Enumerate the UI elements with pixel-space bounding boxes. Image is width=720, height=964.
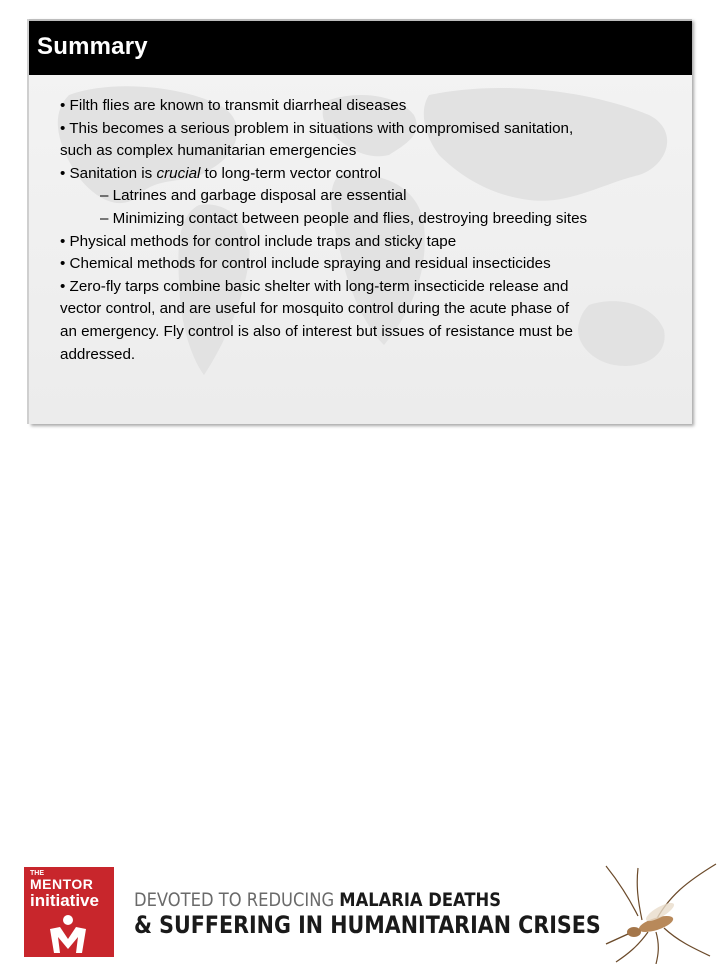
logo-the-text: THE (30, 870, 44, 877)
bullet-line: vector control, and are useful for mosquito control during the acute phase of (60, 300, 570, 318)
mosquito-icon (598, 856, 720, 964)
bullet-line: • Zero-fly tarps combine basic shelter with long-term insecticide release and (60, 277, 569, 295)
footer (0, 424, 720, 939)
bullet-line: • Filth flies are known to transmit diarrheal diseases (60, 97, 407, 114)
slide-title: Summary (37, 33, 148, 60)
bullet-line: addressed. (60, 345, 136, 363)
bullet-line: • Sanitation is crucial to long-term vector control (60, 164, 382, 182)
tagline-line-1 (134, 889, 501, 911)
tagline-line-2: & SUFFERING IN HUMANITARIAN CRISES (134, 911, 601, 939)
summary-body (60, 95, 692, 366)
mentor-initiative-logo (24, 867, 114, 957)
slide-panel (29, 19, 692, 424)
bullet-line: such as complex humanitarian emergencies (60, 142, 357, 160)
title-bar (29, 19, 692, 75)
bullet-line: an emergency. Fly control is also of interest but issues of resistance must be (60, 322, 573, 340)
sub-bullet-line: – Minimizing contact between people and flies, destroying breeding sites (100, 209, 588, 227)
bullet-line: • Chemical methods for control include spraying and residual insecticides (60, 255, 551, 273)
bullet-line: • This becomes a serious problem in situations with compromised sanitation, (60, 119, 574, 137)
logo-figure-icon (46, 913, 90, 955)
logo-initiative-text: initiative (30, 891, 99, 910)
tagline-bold: MALARIA DEATHS (339, 889, 501, 911)
bullet-line: • Physical methods for control include traps and sticky tape (60, 232, 457, 250)
logo-mentor-text: MENTOR (30, 876, 94, 892)
tagline-light: DEVOTED TO REDUCING (134, 889, 335, 911)
sub-bullet-line: – Latrines and garbage disposal are essential (100, 187, 407, 205)
